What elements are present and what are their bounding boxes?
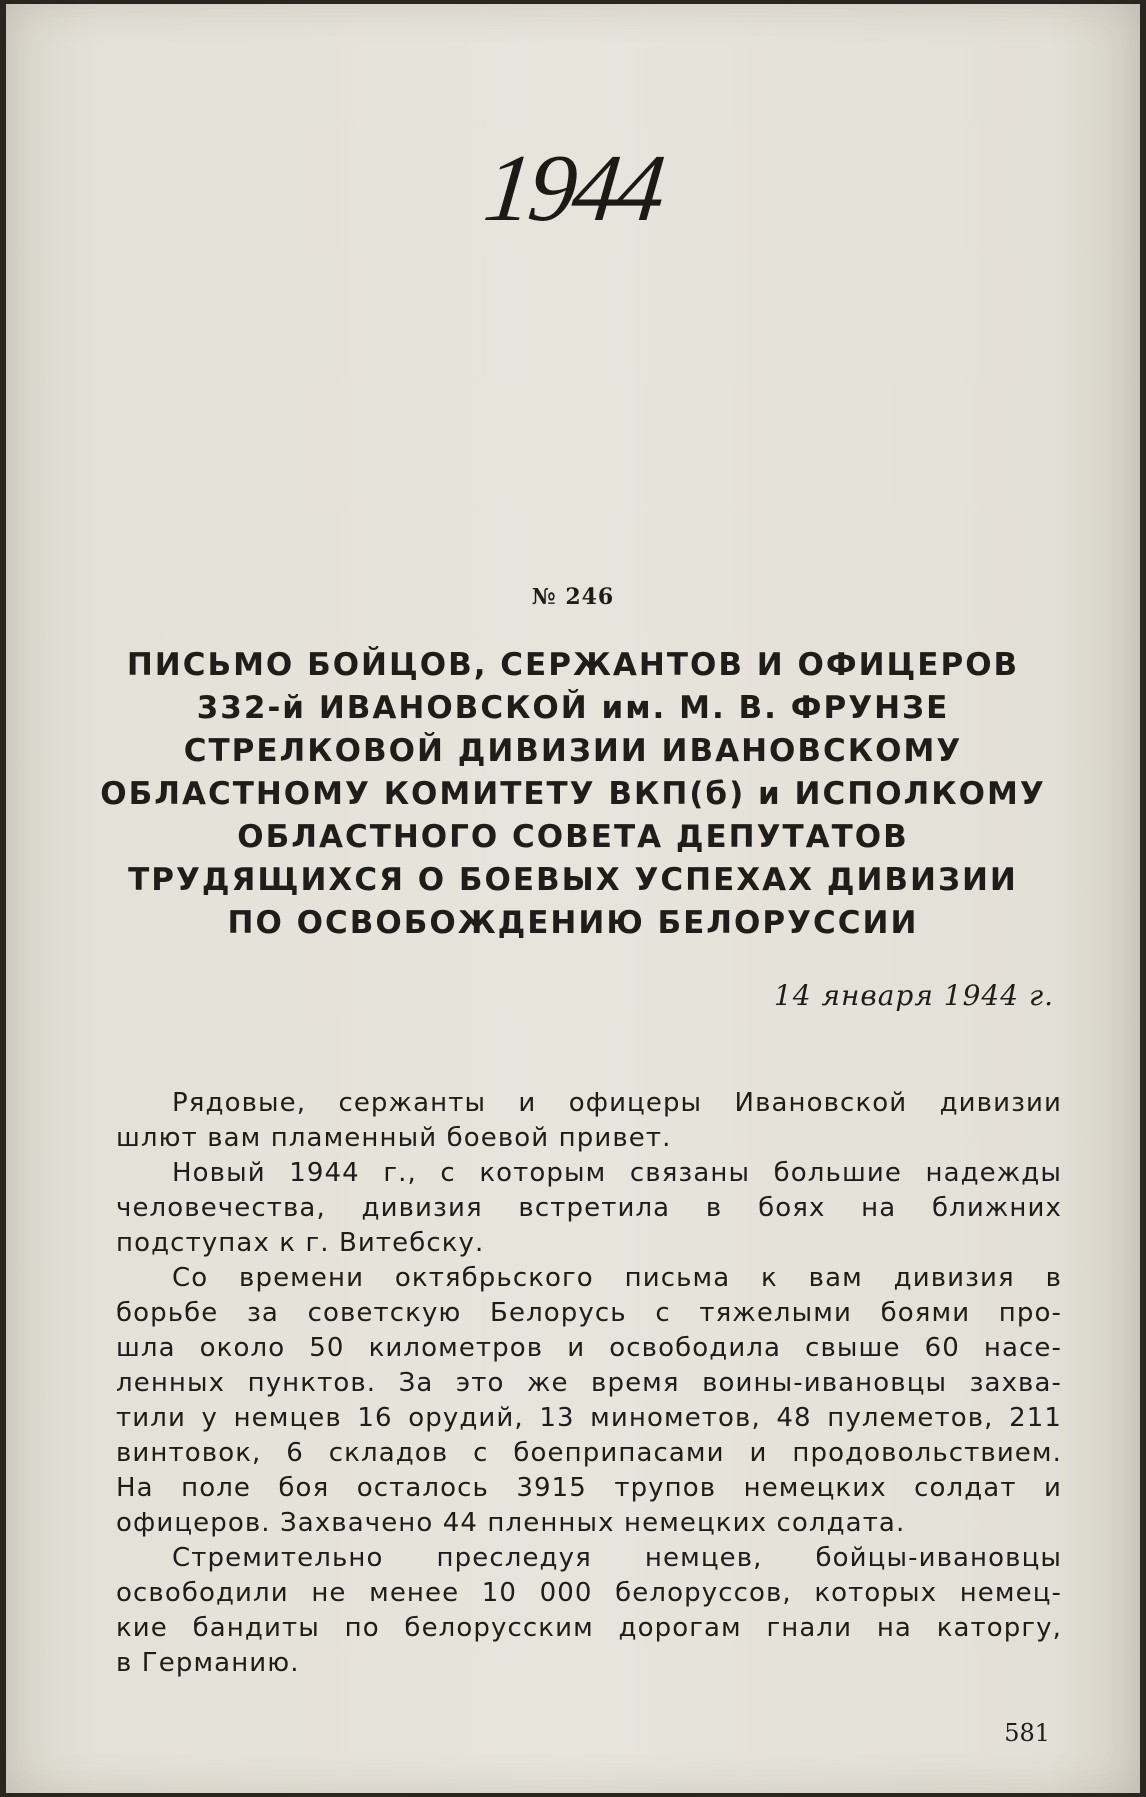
body-line: освободили не менее 10 000 белоруссов, которых немец- (116, 1578, 1062, 1608)
body-line: На поле боя осталось 3915 трупов немецких солдат и (116, 1473, 1062, 1503)
letter-body (116, 1086, 1062, 1681)
title-line: ОБЛАСТНОГО СОВЕТА ДЕПУТАТОВ (237, 819, 909, 855)
body-line: шлют вам пламенный боевой привет. (116, 1123, 672, 1153)
title-line: ОБЛАСТНОМУ КОМИТЕТУ ВКП(б) и ИСПОЛКОМУ (100, 776, 1046, 812)
body-line: кие бандиты по белорусским дорогам гнали на каторгу, (116, 1613, 1062, 1643)
body-line: тили у немцев 16 орудий, 13 минометов, 48 пулеметов, 211 (116, 1403, 1062, 1433)
title-line: 332-й ИВАНОВСКОЙ им. М. В. ФРУНЗЕ (196, 690, 950, 726)
body-line: Со времени октябрьского письма к вам дивизия в (172, 1263, 1062, 1293)
body-line: винтовок, 6 складов с боеприпасами и продовольствием. (116, 1438, 1062, 1468)
year-heading: 1944 (479, 134, 667, 241)
body-line: шла около 50 километров и освободила свыше 60 насе- (116, 1333, 1062, 1363)
document-number: № 246 (531, 584, 615, 610)
body-line: Рядовые, сержанты и офицеры Ивановской дивизии (172, 1088, 1062, 1118)
document-date: 14 января 1944 г. (773, 979, 1054, 1012)
body-line: человечества, дивизия встретила в боях на ближних (116, 1193, 1062, 1223)
body-line: Стремительно преследуя немцев, бойцы-ивановцы (172, 1543, 1062, 1573)
title-line: ПО ОСВОБОЖДЕНИЮ БЕЛОРУССИИ (227, 905, 919, 941)
body-line: ленных пунктов. За это же время воины-ивановцы захва- (116, 1368, 1062, 1398)
body-line: офицеров. Захвачено 44 пленных немецких солдата. (116, 1508, 906, 1538)
body-line: Новый 1944 г., с которым связаны большие надежды (172, 1158, 1062, 1188)
body-line: борьбе за советскую Белорусь с тяжелыми боями про- (116, 1298, 1062, 1328)
title-line: ТРУДЯЩИХСЯ О БОЕВЫХ УСПЕХАХ ДИВИЗИИ (128, 862, 1018, 898)
title-line: ПИСЬМО БОЙЦОВ, СЕРЖАНТОВ И ОФИЦЕРОВ (126, 647, 1020, 683)
title-line: СТРЕЛКОВОЙ ДИВИЗИИ ИВАНОВСКОМУ (183, 733, 963, 769)
document-title (66, 644, 1080, 945)
page-number: 581 (1004, 1719, 1050, 1747)
body-line: в Германию. (116, 1648, 300, 1678)
body-line: подступах к г. Витебску. (116, 1228, 485, 1258)
book-page (6, 4, 1140, 1793)
